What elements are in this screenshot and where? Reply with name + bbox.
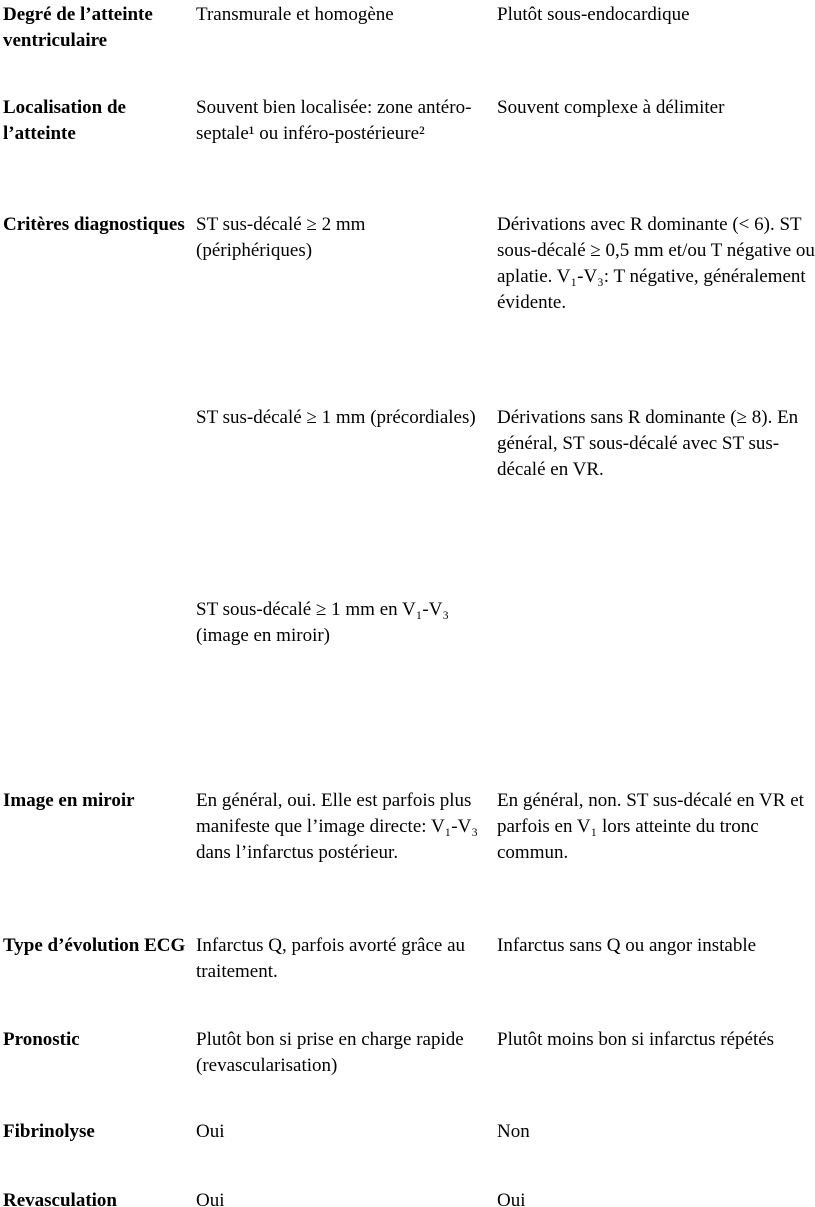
cell-type-evolution-col2: Infarctus sans Q ou angor instable <box>497 935 757 956</box>
cell-image-miroir-col1: En général, oui. Elle est parfois plus manifeste que l’image directe: V₁-V₃ dans l’infarctus postérieur. <box>196 790 478 863</box>
cell-pronostic-col2: Plutôt moins bon si infarctus répétés <box>497 1029 775 1050</box>
row-label-localisation: Localisation de l’atteinte <box>3 97 126 144</box>
cell-degre-col2: Plutôt sous-endocardique <box>497 4 690 25</box>
cell-image-miroir-col2: En général, non. ST sus-décalé en VR et parfois en V₁ lors atteinte du tronc commun. <box>497 790 804 863</box>
cell-criteres-col2-block1: Dérivations avec R dominante (< 6). ST sous-décalé ≥ 0,5 mm et/ou T négative ou aplatie. V₁-V₃: T négative, généralement évidente. <box>497 214 815 313</box>
cell-revasculation-col2: Oui <box>497 1190 526 1207</box>
cell-type-evolution-col1: Infarctus Q, parfois avorté grâce au traitement. <box>196 935 466 982</box>
row-label-revasculation: Revasculation <box>3 1190 117 1207</box>
cell-criteres-col1-block3: ST sous-décalé ≥ 1 mm en V₁-V₃ (image en miroir) <box>196 599 450 646</box>
row-label-criteres: Critères diagnostiques <box>3 214 185 235</box>
cell-localisation-col2: Souvent complexe à délimiter <box>497 97 725 118</box>
row-label-fibrinolyse: Fibrinolyse <box>3 1121 95 1142</box>
cell-pronostic-col1: Plutôt bon si prise en charge rapide (revascularisation) <box>196 1029 464 1076</box>
cell-localisation-col1: Souvent bien localisée: zone antéro-septale¹ ou inféro-postérieure² <box>196 97 472 144</box>
row-label-degre-atteinte: Degré de l’atteinte ventriculaire <box>3 4 153 51</box>
row-label-image-miroir: Image en miroir <box>3 790 135 811</box>
cell-degre-col1: Transmurale et homogène <box>196 4 394 25</box>
cell-fibrinolyse-col2: Non <box>497 1121 530 1142</box>
cell-criteres-col1-block2: ST sus-décalé ≥ 1 mm (précordiales) <box>196 407 476 428</box>
cell-revasculation-col1: Oui <box>196 1190 225 1207</box>
cell-fibrinolyse-col1: Oui <box>196 1121 225 1142</box>
cell-criteres-col2-block2: Dérivations sans R dominante (≥ 8). En général, ST sous-décalé avec ST sus-décalé en VR. <box>497 407 799 480</box>
cell-criteres-col1-block1: ST sus-décalé ≥ 2 mm (périphériques) <box>196 214 366 261</box>
row-label-pronostic: Pronostic <box>3 1029 80 1050</box>
row-label-type-evolution: Type d’évolution ECG <box>3 935 186 956</box>
